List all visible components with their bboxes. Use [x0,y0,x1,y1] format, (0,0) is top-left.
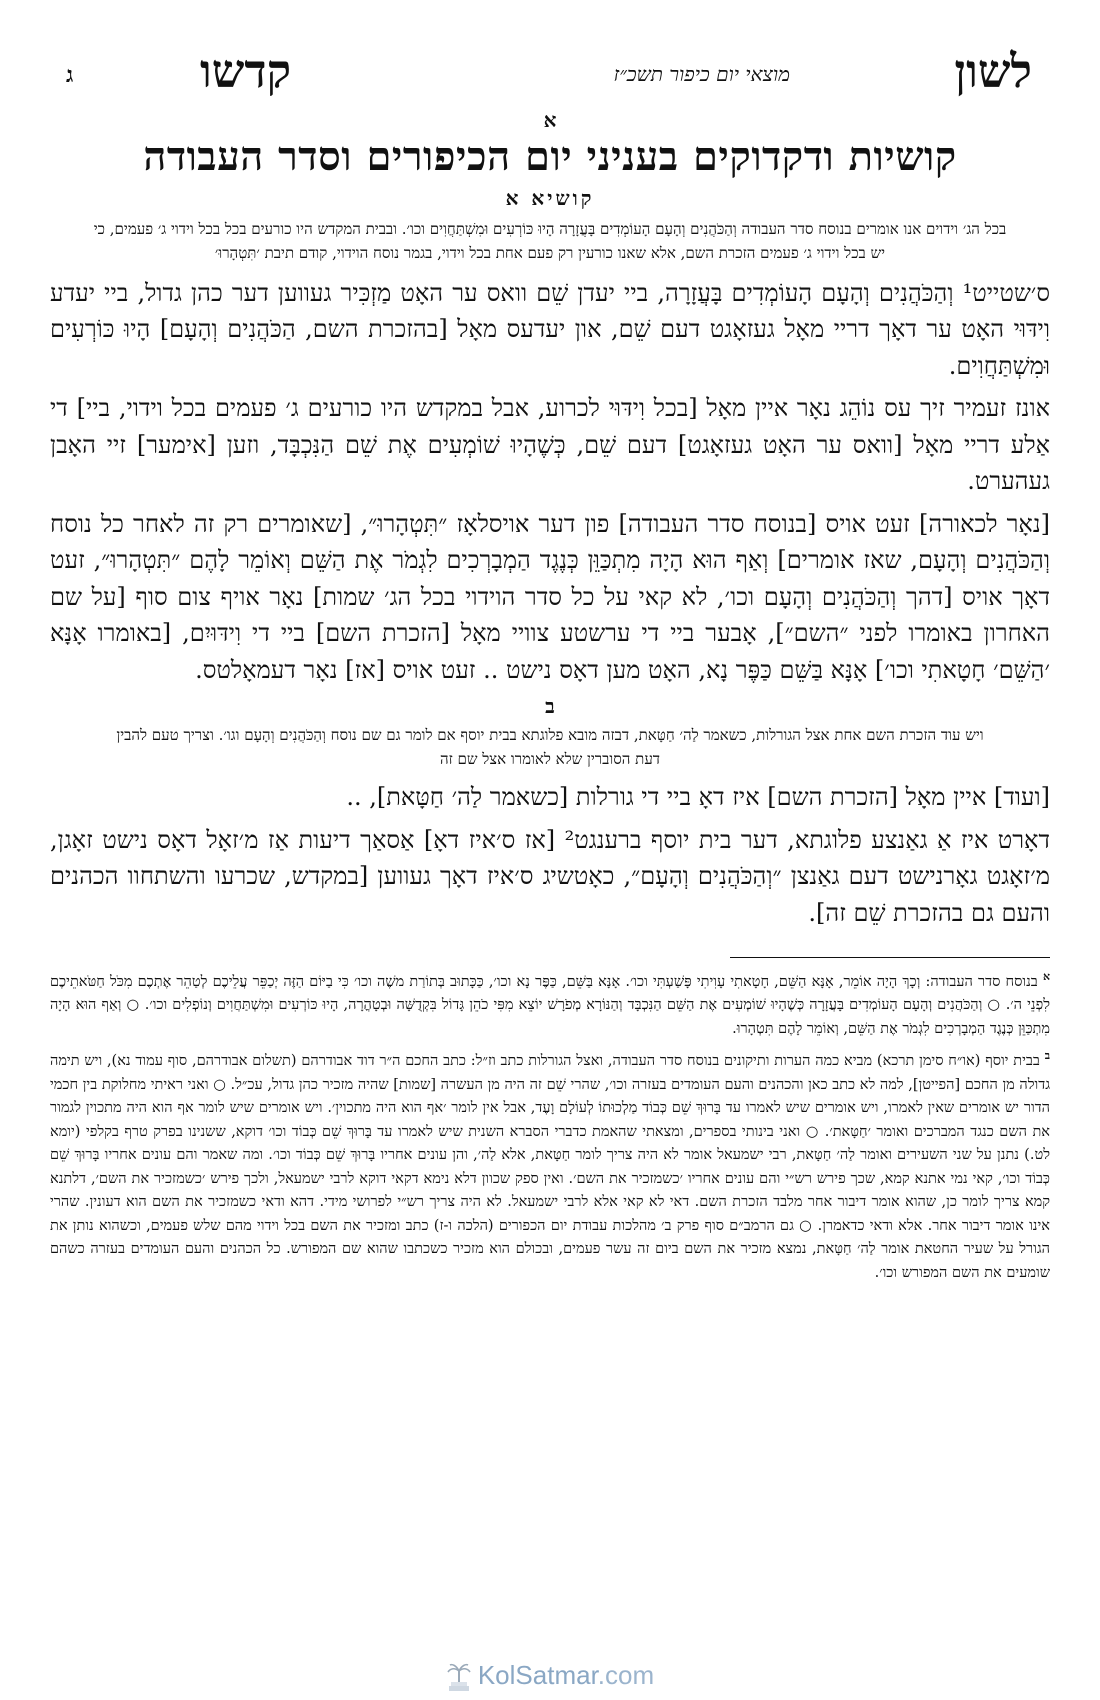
watermark-brand: KolSatmar [477,1659,598,1690]
footnote-divider [730,957,1050,958]
section-b-intro: ויש עוד הזכרת השם אחת אצל הגורלות, כשאמר לַה׳ חַטָּאת, דבזה מובא פלוגתא בבית יוסף אם לומר גם שם נוסח וְהַכֹּהֲנִים וְהָעָם וגו׳. וצריך טעם להבין דעת הסוברין שלא לאומרו אצל שם זה [116,726,984,769]
header [50,40,1050,100]
watermark-suffix: .com [597,1659,655,1690]
main-title: קושיות ודקדוקים בעניני יום הכיפורים וסדר העבודה [143,133,957,180]
section-a-letter: א [543,108,557,132]
footnote-1-text: בנוסח סדר העבודה: וְכָךְ הָיָה אוֹמֵר, אָנָּא הַשֵּׁם, חָטָאתִי עָוִיתִי פָּשַׁעְתִּי וכו׳. אָנָּא בַּשֵּׁם, כַּפֶּר נָא וכו׳, כַּכָּתוּב בְּתוֹרַת משֶׁה וכו׳ כִּי בַיּוֹם הַזֶּה יְכַפֵּר עֲלֵיכֶם לְטַהֵר אֶתְכֶם מִכֹּל חַטֹּאתֵיכֶם לִפְנֵי ה׳. ○ וְהַכֹּהֲנִים וְהָעָם הָעוֹמְדִים בָּעֲזָרָה כְּשֶׁהָיוּ שׁוֹמְעִים אֶת הַשֵּׁם הַנִּכְבָּד וְהַנּוֹרָא מְפֹרָשׁ יוֹצֵא מִפִּי כֹהֵן גָּדוֹל בִּקְדֻשָּׁה וּבְטָהֳרָה, הָיוּ כּוֹרְעִים וּמִשְׁתַּחֲוִים וְנוֹפְלִים וכו׳. ○ וְאַף הוּא הָיָה מִתְכַּוֵּן כְּנֶגֶד הַמְבָרְכִים לִגְמֹר אֶת הַשֵּׁם, וְאוֹמֵר לָהֶם תִּטְהָרוּ. [50,973,1050,1037]
footnote-1-mark: א [1042,970,1051,984]
footnote-2-mark: ב [1044,1049,1050,1063]
section-b-letter: ב [545,694,555,719]
body-paragraph-4: [ועוד] איין מאָל [הזכרת השם] איז דאָ ביי די גורלות [כשאמר לַה׳ חַטָּאת], .. [346,783,1050,812]
body-paragraph-5: דאָרט איז אַ גאַנצע פלוגתא, דער בית יוסף ברענגט² [אז ס׳איז דאָ] אַסאַך דיעות אַז מ׳זאָל דאָס נישט זאָגן, מ׳זאָגט גאָרנישט דעם גאַנצן ״וְהַכֹּהֲנִים וְהָעָם״, כאָטשיג ס׳איז דאָך געווען [במקדש, שכרעו והשתחוו הכהנים והעם גם בהזכרת שֵׁם זה]. [50,825,1050,927]
masthead-left: קדשו [200,44,292,98]
page-number: ג [66,62,74,88]
body-paragraph-2: אונז זעמיר זיך עס נוֹהֵג נאָר איין מאָל [בכל וִידּוּי לכרוע, אבל במקדש היו כורעים ג׳ פעמים בכל וידוי, ביי] די אַלע דריי מאָל [וואס ער האָט געזאָגט] דעם שֵׁם, כְּשֶׁהָיוּ שׁוֹמְעִים אֶת שֵׁם הַנִּכְבָּד, וזען [אימער] זיי האָבן געהערט. [50,394,1050,496]
kushya-subtitle: קושיא א [505,186,595,210]
footnote-2-text: בבית יוסף (או״ח סימן תרכא) מביא כמה הערות ותיקונים בנוסח סדר העבודה, ואצל הגורלות כתב וז״ל: כתב החכם ה״ר דוד אבודרהם (תשלום אבודרהם, סוף עמוד נא), ויש תימה גדולה מן החכם [הפייטן], למה לא כתב כאן והכהנים והעם העומדים בעזרה וכו׳, שהרי שֵׁם זה היה מן העשרה [שמות] שהיה מזכיר כהן גדול, עכ״ל. ○ ואני ראיתי מחלוקת בין חכמי הדור יש אומרים שאין לאמרו, ויש אומרים שיש לאמרו עד בָּרוּךְ שֵׁם כְּבוֹד מַלְכוּתוֹ לְעוֹלָם וָעֶד, אבל אין לומר ׳אף הוא היה מתכוין׳. ויש אומרים שיש לומר אף הוא היה מתכוין לגמור את השם כנגד המברכים ואומר ׳חַטָּאת׳. ○ ואני בינותי בספרים, ומצאתי שהאמת כדברי הסברא השנית שיש לאמרו עד בָּרוּךְ שֵׁם כְּבוֹד וכו׳ דוקא, ששנינו בפרק טרף בקלפי (יומא לט.) נתנן על שני השעירים ואומר לַה׳ חַטָּאת, רבי ישמעאל אומר לא היה צריך לומר חַטָּאת, אלא לַה׳, והן עונים אחריו בָּרוּךְ שֵׁם כְּבוֹד וכו׳. ומה שאמר והם עונים אחריו בָּרוּךְ שֵׁם כְּבוֹד וכו׳, קאי נמי אתנא קמא, שכך פירש רש״י והם עונים אחריו ׳כשמזכיר את השם׳. ואין ספק שכוון דלא נימא דקאי דוקא לרבי ישמעאל, ולכך פירש ׳כשמזכיר את השם׳, דלתנא קמא צריך לומר כן, שהוא אומר דיבור אחר מלבד הזכרת השם. דאי לא קאי אלא לרבי ישמעאל. לא היה צריך רש״י לפרושי מידי. דהא ודאי כשמזכיר את השם הוא דעונין. שהרי אינו אומר דיבור אחר. אלא ודאי כדאמרן. ○ גם הרמב״ם סוף פרק ב׳ מהלכות עבודת יום הכפורים (הלכה ו-ז) כתב ומזכיר את השם בכל וידוי מהם שלש פעמים, וכשהוא נותן את הגורל על שעיר החטאת אומר לַה׳ חַטָּאת, נמצא מזכיר את השם ביום זה עשר פעמים, ובכולם הוא מזכיר כשכתבו שהוא שם המפורש. כל הכהנים והעם העומדים בעזרה כשהם שומעים את השם המפורש וכו׳. [50,1053,1050,1281]
watermark [0,1660,1100,1692]
body-paragraph-1: ס׳שטייט¹ וְהַכֹּהֲנִים וְהָעָם הָעוֹמְדִים בָּעֲזָרָה, ביי יעדן שֵׁם וואס ער האָט מַזְכִּיר געווען דער כהן גדול, ביי יעדע וִידּוּי האָט ער דאָך דריי מאָל געזאָגט דעם שֵׁם, און יעדעס מאָל [בהזכרת השם, הַכֹּהֲנִים וְהָעָם] הָיוּ כּוֹרְעִים וּמִשְׁתַּחֲוִים. [50,279,1050,380]
footnote-1 [50,968,1050,1041]
footnote-2 [50,1047,1050,1285]
masthead-right: לשון [954,44,1032,98]
palm-tree-icon [446,1662,472,1692]
date-line: מוצאי יום כיפור תשכ״ז [613,62,790,86]
intro-paragraph: בכל הג׳ וידוים אנו אומרים בנוסח סדר העבודה וְהַכֹּהֲנִים וְהָעָם הָעוֹמְדִים בָּעֲזָרָה הָיוּ כּוֹרְעִים וּמִשְׁתַּחֲוִים וכו׳. ובבית המקדש היו כורעים בכל בכל וידוי ג׳ פעמים, כי יש בכל וידוי ג׳ פעמים הזכרת השם, אלא שאנו כורעין רק פעם אחת בכל וידוי, בגמר נוסח הוידוי, קודם תיבת ׳תִּטְהָרוּ׳ [93,220,1007,262]
body-paragraph-3: [נאָר לכאורה] זעט אויס [בנוסח סדר העבודה] פון דער אויסלאָז ״תִּטְהָרוּ״, [שאומרים רק זה לאחר כל נוסח וְהַכֹּהֲנִים וְהָעָם, שאז אומרים] וְאַף הוּא הָיָה מִתְכַּוֵּן כְּנֶגֶד הַמְבָרְכִים לִגְמֹר אֶת הַשֵּׁם וְאוֹמֵר לָהֶם ״תִּטְהָרוּ״, זעט דאָך אויס [דהך וְהַכֹּהֲנִים וְהָעָם וכו׳, לא קאי על כל סדר הוידוי בכל הג׳ שמות] נאָר אויף צום סוף [על שם האחרון באומרו לפני ״השם״], אָבער ביי די ערשטע צוויי מאָל [הזכרת השם] ביי די וִידּוּיִם, [באומרו אָנָּא ׳הַשֵּׁם׳ חָטָאתִי וכו׳] אָנָּא בַּשֵּׁם כַּפֶּר נָא, האָט מען דאָס נישט .. זעט אויס [אז] נאָר דעמאָלטס. [50,509,1050,684]
